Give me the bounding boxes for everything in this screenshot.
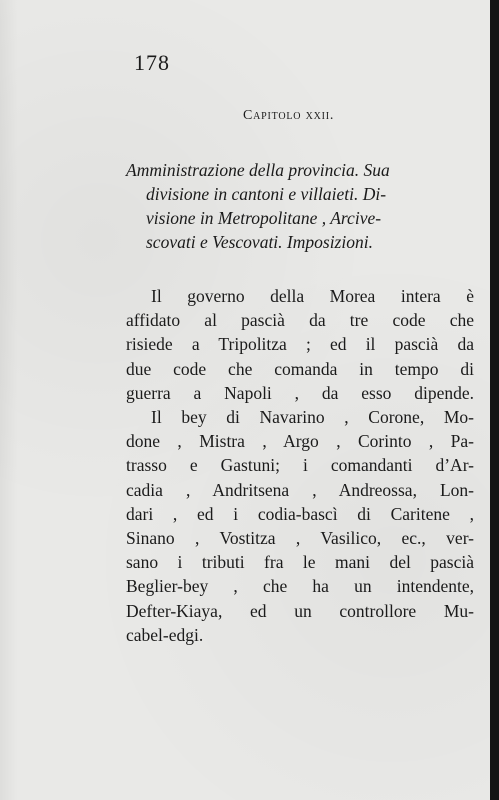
body-text xyxy=(126,284,474,647)
paragraph-1 xyxy=(126,284,474,405)
summary-line: divisione in cantoni e villaieti. Di- xyxy=(146,184,387,204)
summary-line: Amministrazione della provincia. Sua xyxy=(126,160,390,180)
text-line: affidato al pascià da tre code che xyxy=(126,310,474,331)
text-line: Beglier-bey , che ha un intendente, xyxy=(126,576,474,597)
chapter-summary xyxy=(126,158,456,254)
page-edge-shadow xyxy=(490,0,499,800)
page-number: 178 xyxy=(134,50,170,75)
chapter-title: Capitolo xxii. xyxy=(243,108,335,123)
text-line: Defter-Kiaya, ed un controllore Mu- xyxy=(126,600,474,621)
text-line: Il bey di Navarino , Corone, Mo- xyxy=(151,407,474,428)
summary-line: scovati e Vescovati. Imposizioni. xyxy=(146,232,373,252)
text-line: guerra a Napoli , da esso dipende. xyxy=(126,382,474,403)
text-line: due code che comanda in tempo di xyxy=(126,358,474,379)
text-line: done , Mistra , Argo , Corinto , Pa- xyxy=(126,431,474,452)
text-line: sano i tributi fra le mani del pascià xyxy=(126,552,474,573)
text-line: dari , ed i codia-bascì di Caritene , xyxy=(126,503,474,524)
paragraph-2 xyxy=(126,405,474,647)
text-line: Il governo della Morea intera è xyxy=(151,286,474,306)
text-line: cadia , Andritsena , Andreossa, Lon- xyxy=(126,479,474,500)
text-line: risiede a Tripolitza ; ed il pascià da xyxy=(126,334,474,355)
text-line: cabel-edgi. xyxy=(126,624,204,645)
text-line: Sinano , Vostitza , Vasilico, ec., ver- xyxy=(126,528,474,549)
summary-line: visione in Metropolitane , Arcive- xyxy=(146,208,382,228)
text-line: trasso e Gastuni; i comandanti d’Ar- xyxy=(126,455,474,476)
